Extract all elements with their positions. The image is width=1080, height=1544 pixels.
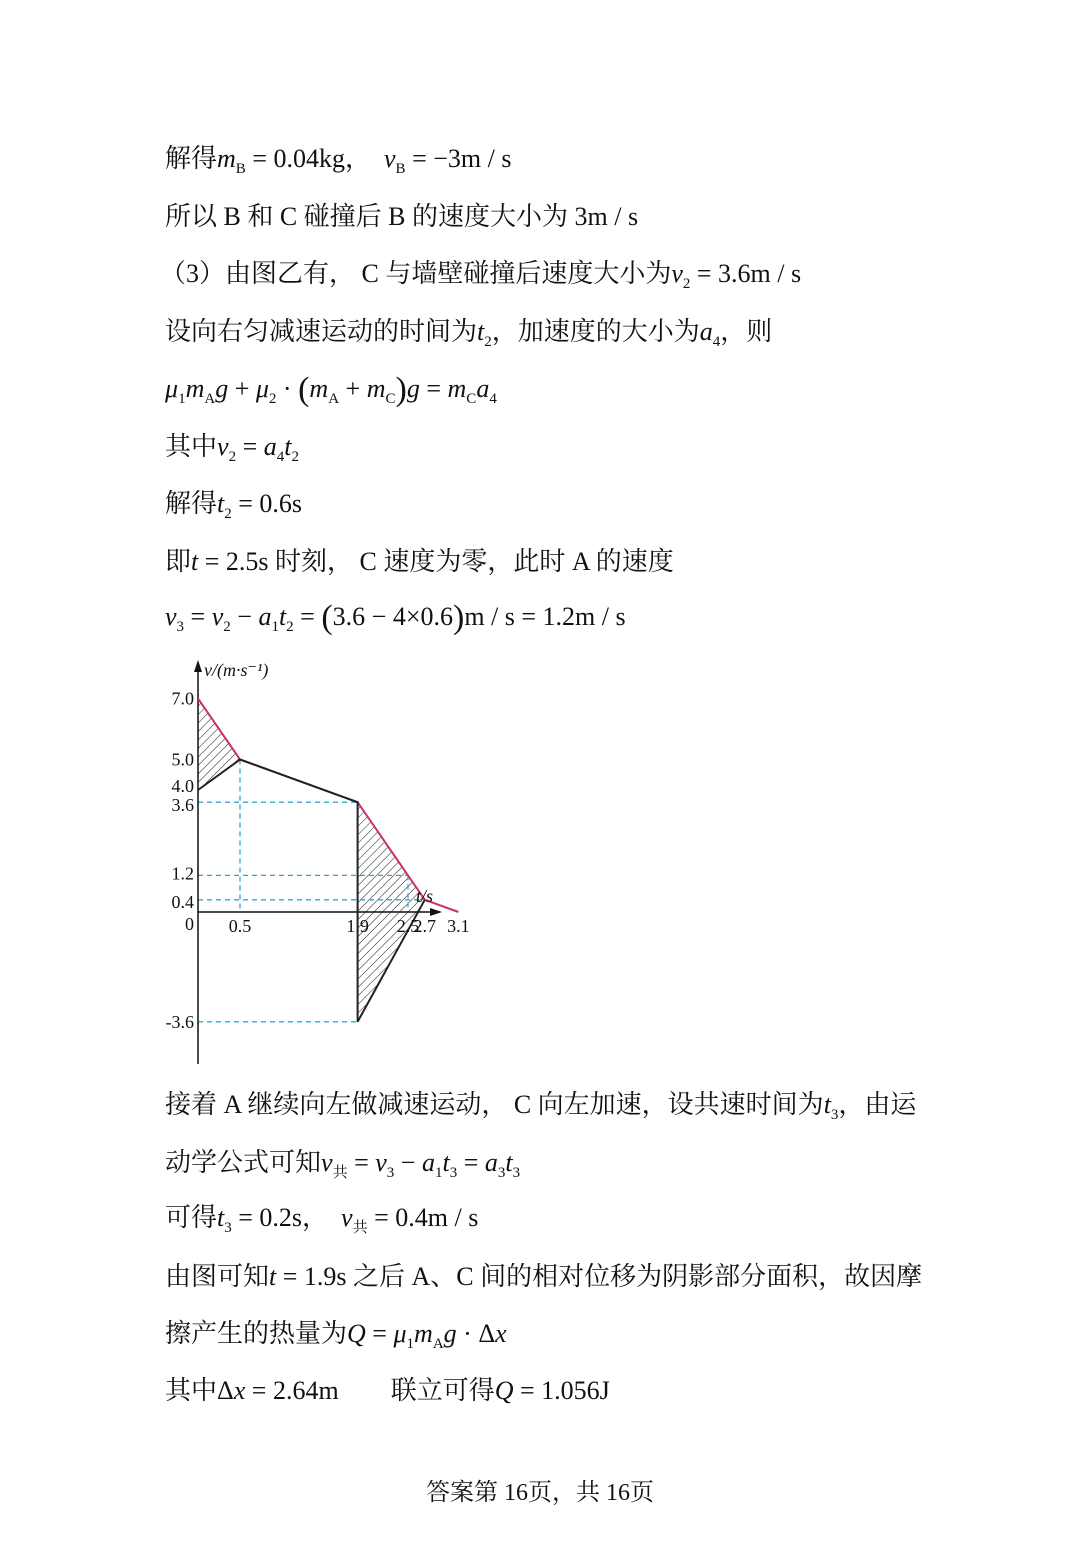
line-v2-eq: 其中$v_2 = a_4t_2$ (165, 432, 299, 465)
velocity-time-graph (150, 652, 470, 1072)
y-tick-0.4: 0.4 (171, 891, 194, 912)
x-axis-label: t/s (416, 886, 434, 906)
line-t2-result: 解得$t_2 = 0.6s$ (165, 489, 303, 522)
x-tick-2.7: 2.7 (413, 916, 437, 936)
x-tick-1.9: 1.9 (346, 916, 369, 936)
line-part3: （3）由图乙有， C 与墙壁碰撞后速度大小为$v_2 = 3.6m / s$ (160, 259, 802, 292)
line-b-speed: 所以 B 和 C 碰撞后 B 的速度大小为 3m / s (165, 202, 639, 231)
line-a-continue: 接着 A 继续向左做减速运动， C 向左加速，设共速时间为$t_3$，由运 (165, 1090, 917, 1123)
y-axis-label: v/(m·s⁻¹) (204, 660, 269, 680)
line-final: 其中Δx = 2.64m 联立可得Q = 1.056J (165, 1376, 610, 1405)
y-tick-4.0: 4.0 (171, 776, 194, 796)
x-tick-3.1: 3.1 (447, 916, 470, 936)
x-tick-2.5: 2.5 (396, 916, 420, 936)
line-v3-eq: $v_3 = v_2 - a_1t_2 = (3.6 - 4\times 0.6)m / s = 1.2m / s$ (165, 599, 626, 636)
x-tick-0.5: 0.5 (228, 916, 252, 936)
series-A-line (198, 699, 458, 913)
y-tick-3.6: 3.6 (171, 795, 194, 816)
line-relative-displacement: 由图可知t = 1.9s 之后 A、C 间的相对位移为阴影部分面积，故因摩 (165, 1262, 923, 1291)
line-solve-mb: 解得$m_B = 0.04kg$， $v_B = -3m / s$ (165, 144, 512, 177)
y-tick-7.0: 7.0 (171, 688, 194, 709)
y-tick-5.0: 5.0 (171, 749, 194, 770)
line-equation-force: $\mu_1m_Ag + \mu_2 \cdot (m_A + m_C)g = m_Ca_4$ (165, 371, 497, 408)
shaded-region-1 (198, 699, 240, 791)
line-t3-result: 可得$t_3 = 0.2s$， $v_共 = 0.4m / s$ (165, 1203, 479, 1236)
page-footer: 答案第 16页，共 16页 (426, 1480, 654, 1506)
line-heat: 擦产生的热量为$Q = \mu_1m_Ag \cdot \Delta x$ (165, 1319, 507, 1352)
line-kinematic: 动学公式可知$v_共 = v_3 - a_1t_3 = a_3t_3$ (165, 1148, 521, 1181)
y-tick-1.2: 1.2 (171, 863, 194, 884)
y-tick--3.6: -3.6 (165, 1011, 194, 1032)
line-t25: 即t = 2.5s 时刻， C 速度为零，此时 A 的速度 (165, 547, 674, 576)
line-set-t2: 设向右匀减速运动的时间为$t_2$，加速度的大小为$a_4$，则 (165, 317, 773, 350)
y-axis-arrow (194, 660, 202, 672)
y-tick-0: 0 (185, 914, 194, 934)
x-axis-arrow (430, 908, 442, 916)
